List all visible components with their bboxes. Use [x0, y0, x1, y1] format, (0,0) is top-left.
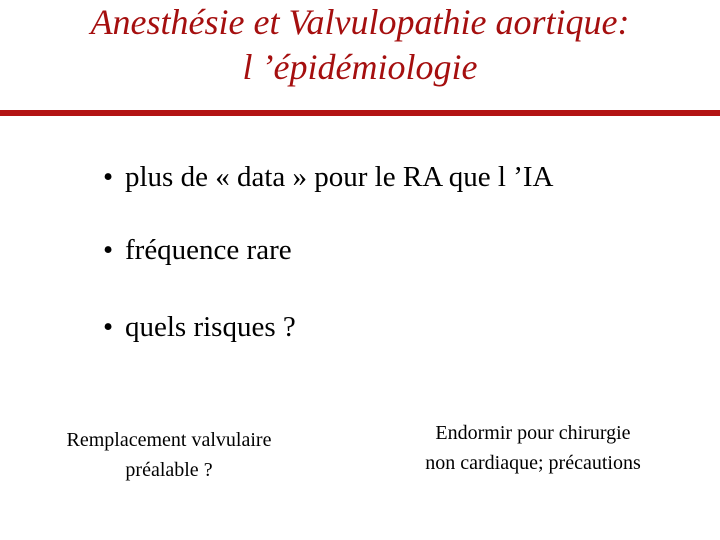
note-chirurgie-non-cardiaque [392, 418, 674, 478]
note-right-line-1: Endormir pour chirurgie [435, 422, 631, 444]
bullet-icon: • [103, 234, 114, 266]
slide-title-line-1: Anesthésie et Valvulopathie aortique: [90, 2, 630, 42]
slide-title-line-2: l ’épidémiologie [242, 47, 478, 87]
bullet-item-frequence [103, 233, 292, 267]
bullet-item-risques [103, 310, 296, 344]
bullet-icon: • [103, 161, 114, 193]
bullet-icon: • [103, 311, 114, 343]
note-left-line-1: Remplacement valvulaire [66, 429, 272, 451]
title-divider [0, 110, 720, 116]
note-left-line-2: préalable ? [125, 459, 213, 481]
note-remplacement-valvulaire [28, 425, 310, 485]
bullet-text: quels risques ? [125, 311, 296, 343]
bullet-text: fréquence rare [125, 234, 292, 266]
bullet-item-data [103, 160, 553, 194]
slide-title [0, 0, 720, 90]
bullet-text: plus de « data » pour le RA que l ’IA [125, 161, 554, 193]
note-right-line-2: non cardiaque; précautions [425, 452, 641, 474]
